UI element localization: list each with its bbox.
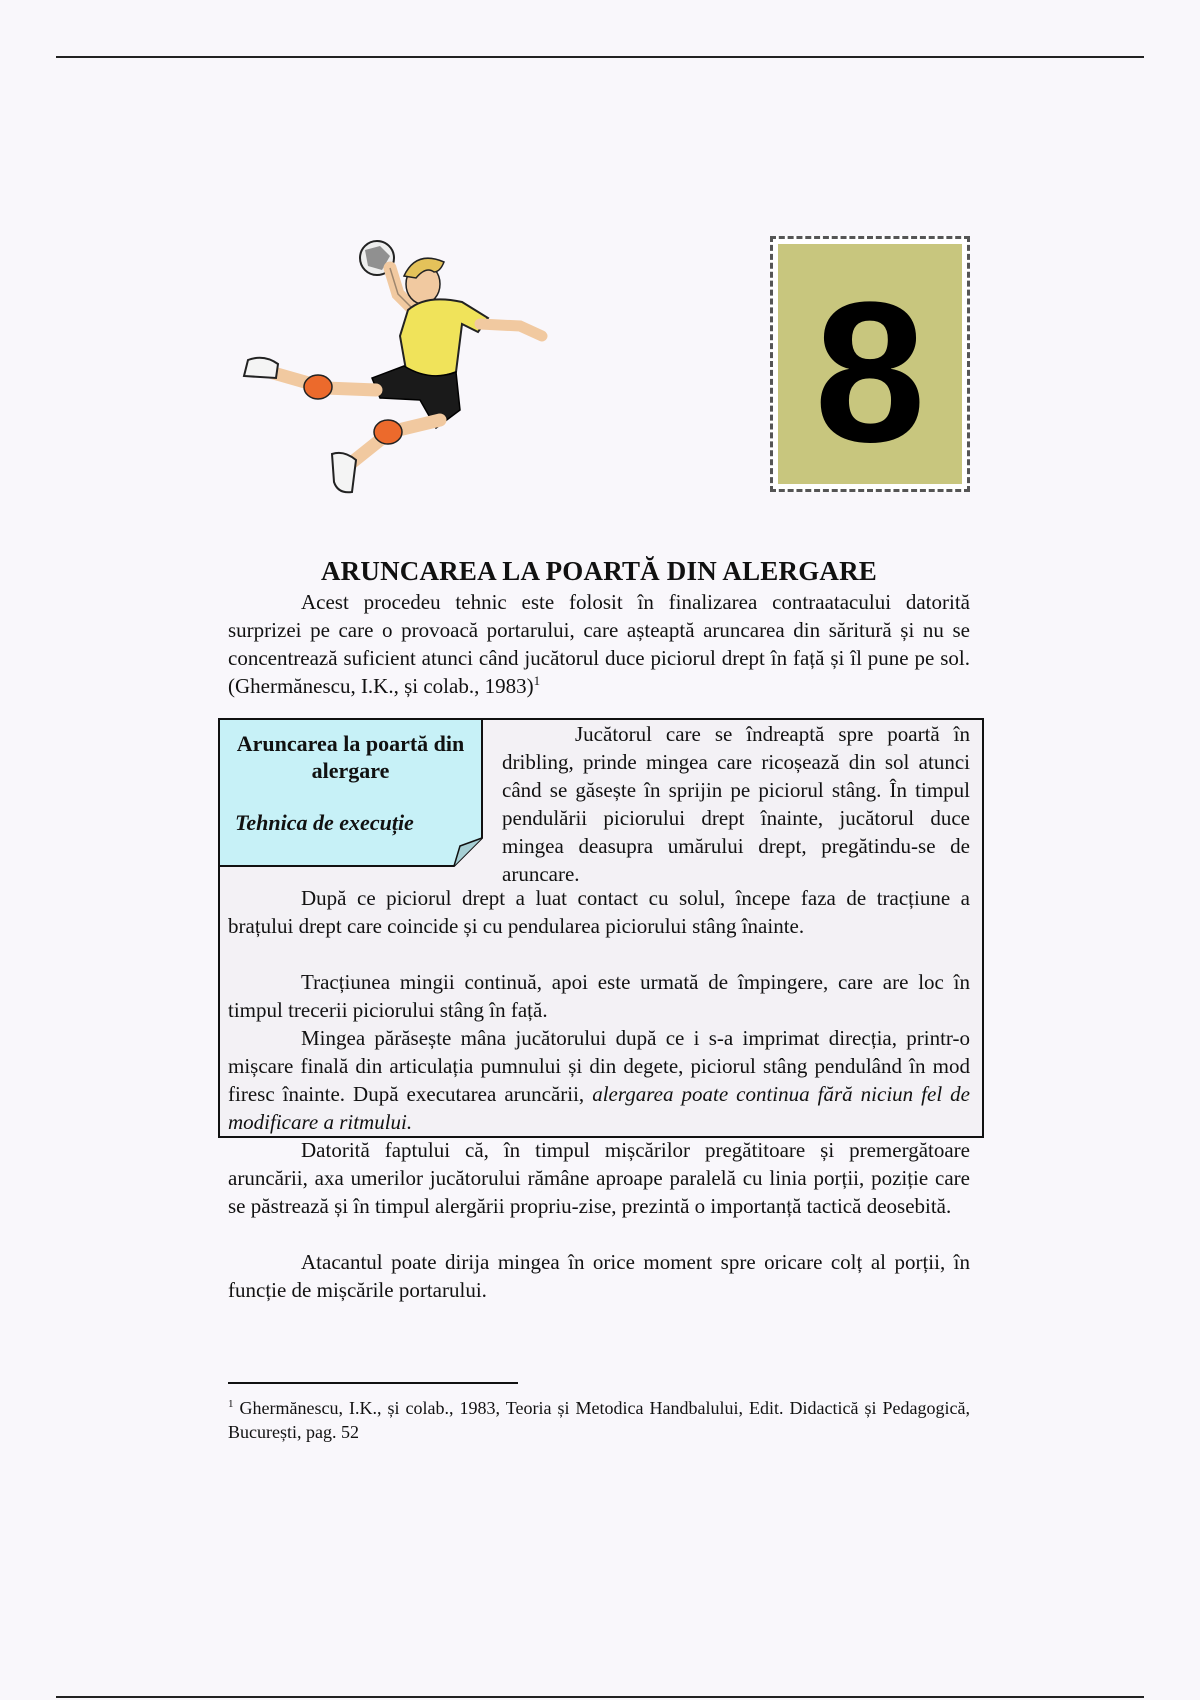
- chapter-number: 8: [814, 261, 926, 484]
- chapter-number-box: [770, 236, 970, 492]
- footnote: [228, 1392, 970, 1444]
- footnote-reference: 1: [533, 673, 541, 688]
- box-paragraph-3: [228, 1024, 970, 1136]
- footnote-marker: 1: [228, 1398, 234, 1410]
- box-paragraph-3-text: Mingea părăsește mâna jucătorului după ce i s-a imprimat direcția, printr-o mișcare finală din articulația pumnului și din degete, piciorul stâng pendulând în mod firesc înainte. După executarea aruncării,: [228, 1026, 970, 1106]
- box-right-paragraph: Jucătorul care se îndreaptă spre poartă în dribling, prinde mingea care ricoșează din sol atunci când se găsește în sprijin pe piciorul stâng. În timpul pendulării piciorului drept înainte, jucătorul duce mingea deasupra umărului drept, pregătindu-se de aruncare.: [502, 722, 970, 886]
- top-rule: [56, 56, 1144, 58]
- jersey: [400, 299, 488, 376]
- footnote-text: Ghermănescu, I.K., și colab., 1983, Teoria și Metodica Handbalului, Edit. Didactică și Pedagogică, București, pag. 52: [228, 1398, 971, 1442]
- knee-pad-back: [304, 375, 332, 399]
- shoe-back: [244, 358, 278, 378]
- callout-heading: Aruncarea la poartă din alergare: [236, 731, 465, 783]
- bottom-rule: [56, 1696, 1144, 1698]
- box-paragraph-1: După ce piciorul drept a luat contact cu solul, începe faza de tracțiune a brațului drept care coincide și cu pendularea piciorului stâng înainte.: [228, 886, 970, 938]
- box-paragraph-3-italic: alergarea poate continua fără niciun fel de modificare a ritmului.: [228, 1082, 970, 1134]
- shorts: [372, 366, 460, 428]
- footnote-separator: [228, 1382, 518, 1384]
- box-paragraph-2: Tracțiunea mingii continuă, apoi este urmată de împingere, care are loc în timpul trecerii piciorului stâng în față.: [228, 970, 970, 1022]
- callout-box: [218, 718, 483, 868]
- after-paragraph-1: Datorită faptului că, în timpul mișcărilor pregătitoare și premergătoare aruncării, axa umerilor jucătorului rămâne aproape paralelă cu linia porții, poziție care se păstrează și în timpul alergării propriu-zise, prezintă o importanță tactică deosebită.: [228, 1138, 970, 1218]
- intro-text: Acest procedeu tehnic este folosit în finalizarea contraatacului datorită surprizei pe care o provoacă portarului, care așteaptă aruncarea din săritură și nu se concentrează suficient atunci când jucătorul duce piciorul drept în față și îl pune pe sol. (Ghermănescu, I.K., și colab., 1983): [228, 590, 970, 698]
- handball-player-illustration: [230, 232, 550, 502]
- handball-player-drawing: [230, 232, 550, 502]
- intro-paragraph: [228, 588, 970, 700]
- shoe-front: [332, 453, 356, 492]
- chapter-title: ARUNCAREA LA POARTĂ DIN ALERGARE: [320, 556, 877, 586]
- after-paragraph-2: Atacantul poate dirija mingea în orice moment spre oricare colț al porții, în funcție de mișcările portarului.: [228, 1250, 970, 1302]
- knee-pad-front: [374, 420, 402, 444]
- chapter-number-fill: [778, 244, 962, 484]
- callout-subheading: Tehnica de execuție: [235, 810, 414, 835]
